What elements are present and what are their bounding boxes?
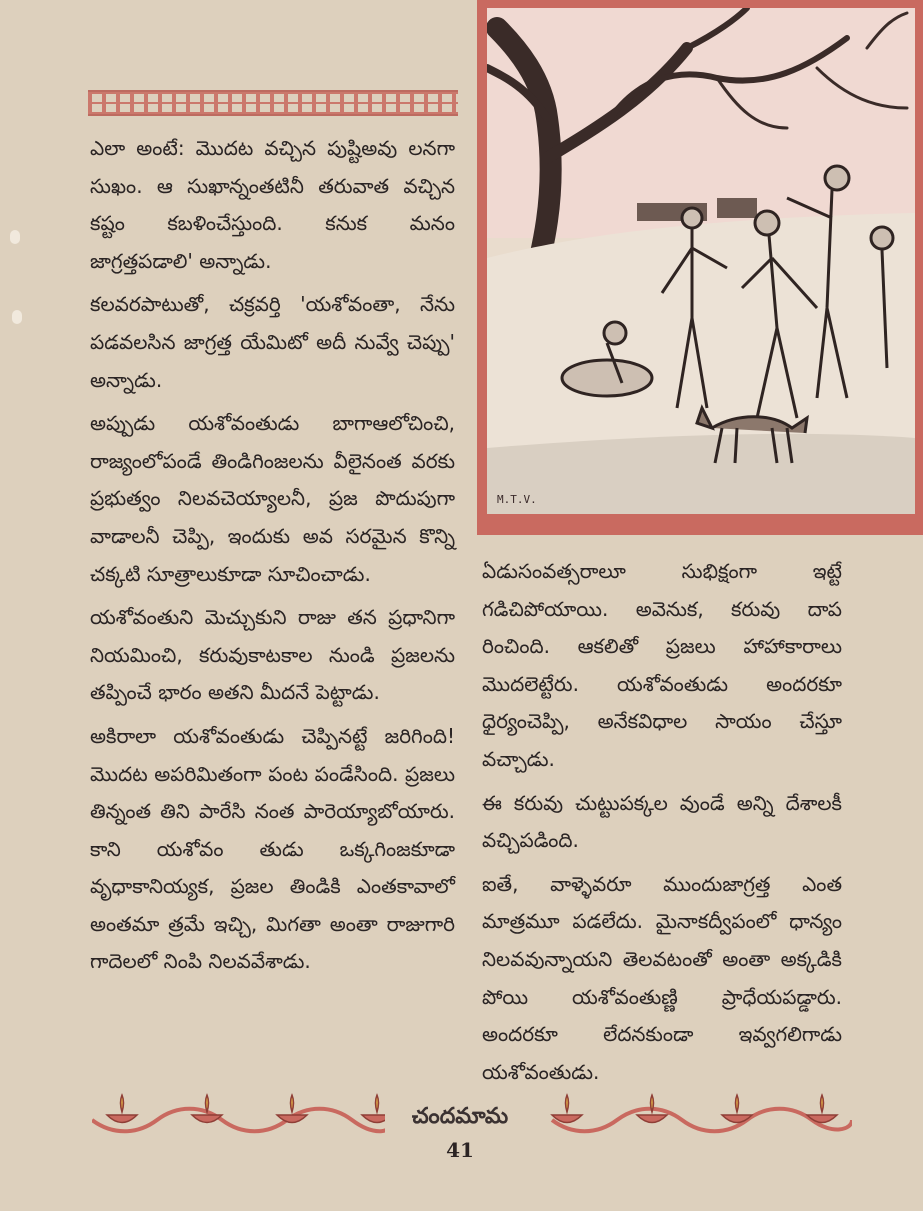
paragraph: అకిరాలా యశోవంతుడు చెప్పినట్టే జరిగింది! మొదట అపరిమితంగా పంట పండేసింది. ప్రజలు తిన్నంత తిని పారేసి నంత పారెయ్యాబోయారు. కాని యశోవం తుడు ఒక్కగింజకూడా వృధాకానియ్యక, ప్రజల తిండికి ఎంతకావాలో అంతమా త్రమే ఇచ్చి, మిగతా అంతా రాజుగారి గాదెలలో నింపి నిలవవేశాడు. xyxy=(90,723,455,974)
story-illustration xyxy=(477,0,923,535)
page-number: 41 xyxy=(446,1138,474,1162)
paragraph: ఈ కరువు చుట్టుపక్కల వుండే అన్ని దేశాలకీ వచ్చిపడింది. xyxy=(482,790,842,853)
right-text-column xyxy=(482,553,842,1097)
paragraph: ఐతే, వాళ్ళెవరూ ముందుజాగ్రత్త ఎంత మాత్రమూ పడలేదు. మైనాకద్వీపంలో ధాన్యం నిలవవున్నాయని తెలవటంతో అంతా అక్కడికి పోయి యశోవంతుణ్ణి ప్రాధేయపడ్డారు. అందరకూ లేదనకుండా ఇవ్వగలిగాడు యశోవంతుడు. xyxy=(482,871,842,1084)
paragraph: ఏడుసంవత్సరాలూ సుభిక్షంగా ఇట్టే గడిచిపోయాయి. అవెనుక, కరువు దాప రించింది. ఆకలితో ప్రజలు హాహాకారాలు మొదలెట్టేరు. యశోవంతుడు అందరకూ ధైర్యంచెప్పి, అనేకవిధాల సాయం చేస్తూ వచ్చాడు. xyxy=(482,559,842,771)
paragraph: యశోవంతుని మెచ్చుకుని రాజు తన ప్రధానిగా నియమించి, కరువుకాటకాల నుండి ప్రజలను తప్పించే భారం అతని మీదనే పెట్టాడు. xyxy=(90,605,455,705)
illustrator-signature: M.T.V. xyxy=(497,493,537,506)
paragraph: అప్పుడు యశోవంతుడు బాగాఆలోచించి, రాజ్యంలోపండే తిండిగింజలను వీలైనంత వరకు ప్రభుత్వం నిలవచెయ్యాలనీ, ప్రజ పొదుపుగా వాడాలనీ చెప్పి, ఇందుకు అవ సరమైన కొన్ని చక్కటి సూత్రాలుకూడా సూచించాడు. xyxy=(90,411,455,586)
decorative-border-top xyxy=(88,90,458,116)
paragraph: కలవరపాటుతో, చక్రవర్తి 'యశోవంతా, నేను పడవలసిన జాగ్రత్త యేమిటో అదీ నువ్వే చెప్పు' అన్నాడు. xyxy=(90,292,455,392)
binding-hole xyxy=(10,230,20,244)
magazine-name: చందమామ xyxy=(385,1103,535,1134)
binding-hole xyxy=(12,310,22,324)
left-text-column xyxy=(90,130,455,987)
paragraph: ఎలా అంటే: మొదట వచ్చిన పుష్టిఅవు లనగా సుఖం. ఆ సుఖాన్నంతటినీ తరువాత వచ్చిన కష్టం కబళించేస్తుంది. కనుక మనం జాగ్రత్తపడాలి' అన్నాడు. xyxy=(90,136,455,273)
famine-scene-drawing xyxy=(487,8,915,514)
